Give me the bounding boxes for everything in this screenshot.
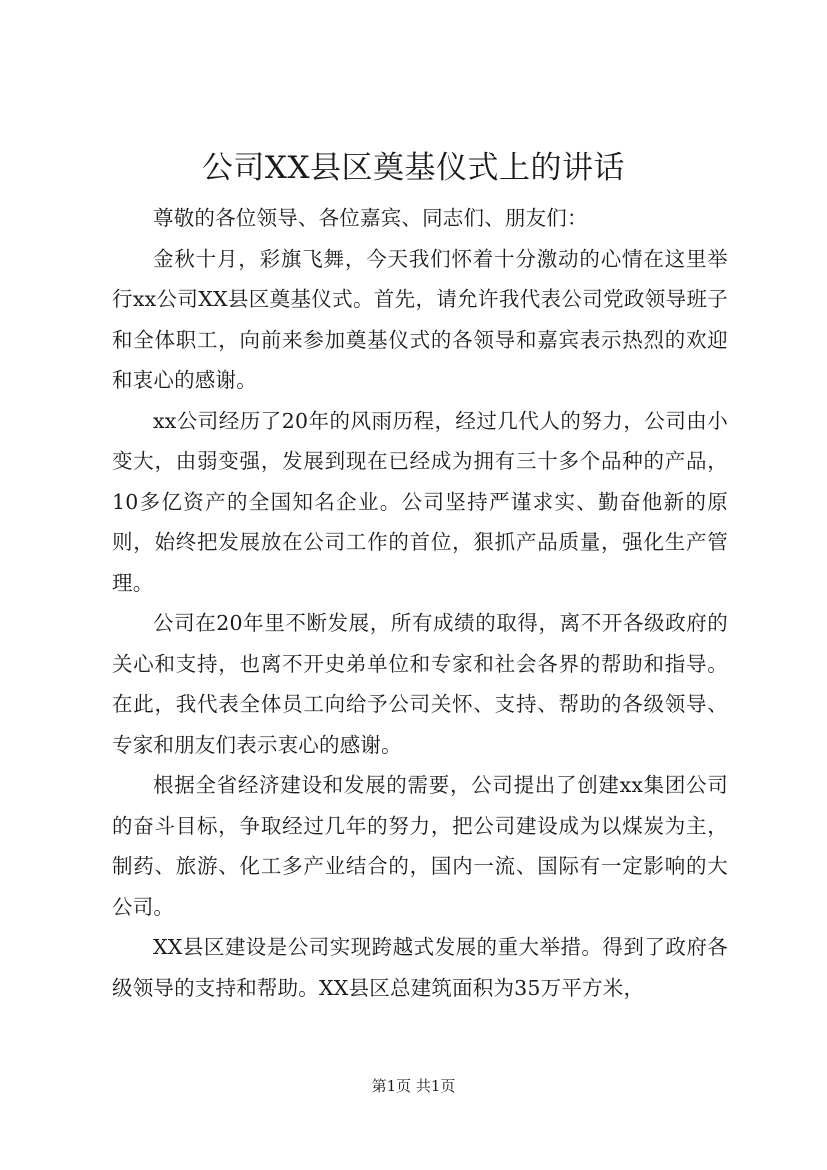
body-paragraph-3: 公司在20年里不断发展，所有成绩的取得，离不开各级政府的关心和支持，也离不开史弟单位和专家和社会各界的帮助和指导。在此，我代表全体员工向给予公司关怀、支持、帮助的各级领导、专家和朋友们表示衷心的感谢。	[112, 611, 728, 757]
document-body	[112, 198, 728, 1008]
body-paragraph-2: xx公司经历了20年的风雨历程，经过几代人的努力，公司由小变大，由弱变强，发展到现在已经成为拥有三十多个品种的产品，10多亿资产的全国知名企业。公司坚持严谨求实、勤奋他新的原则，始终把发展放在公司工作的首位，狠抓产品质量，强化生产管理。	[112, 408, 728, 595]
page-footer: 第1页 共1页	[371, 1077, 456, 1095]
body-paragraph-4: 根据全省经济建设和发展的需要，公司提出了创建xx集团公司的奋斗目标，争取经过几年的努力，把公司建设成为以煤炭为主，制药、旅游、化工多产业结合的，国内一流、国际有一定影响的大公司。	[112, 773, 728, 919]
body-paragraph-1: 金秋十月，彩旗飞舞，今天我们怀着十分激动的心情在这里举行xx公司XX县区奠基仪式。首先，请允许我代表公司党政领导班子和全体职工，向前来参加奠基仪式的各领导和嘉宾表示热烈的欢迎和衷心的感谢。	[112, 246, 728, 392]
greeting-paragraph: 尊敬的各位领导、各位嘉宾、同志们、朋友们：	[153, 206, 588, 230]
body-paragraph-5: XX县区建设是公司实现跨越式发展的重大举措。得到了政府各级领导的支持和帮助。XX县区总建筑面积为35万平方米，	[112, 935, 728, 1000]
document-title: 公司XX县区奠基仪式上的讲话	[201, 150, 626, 186]
